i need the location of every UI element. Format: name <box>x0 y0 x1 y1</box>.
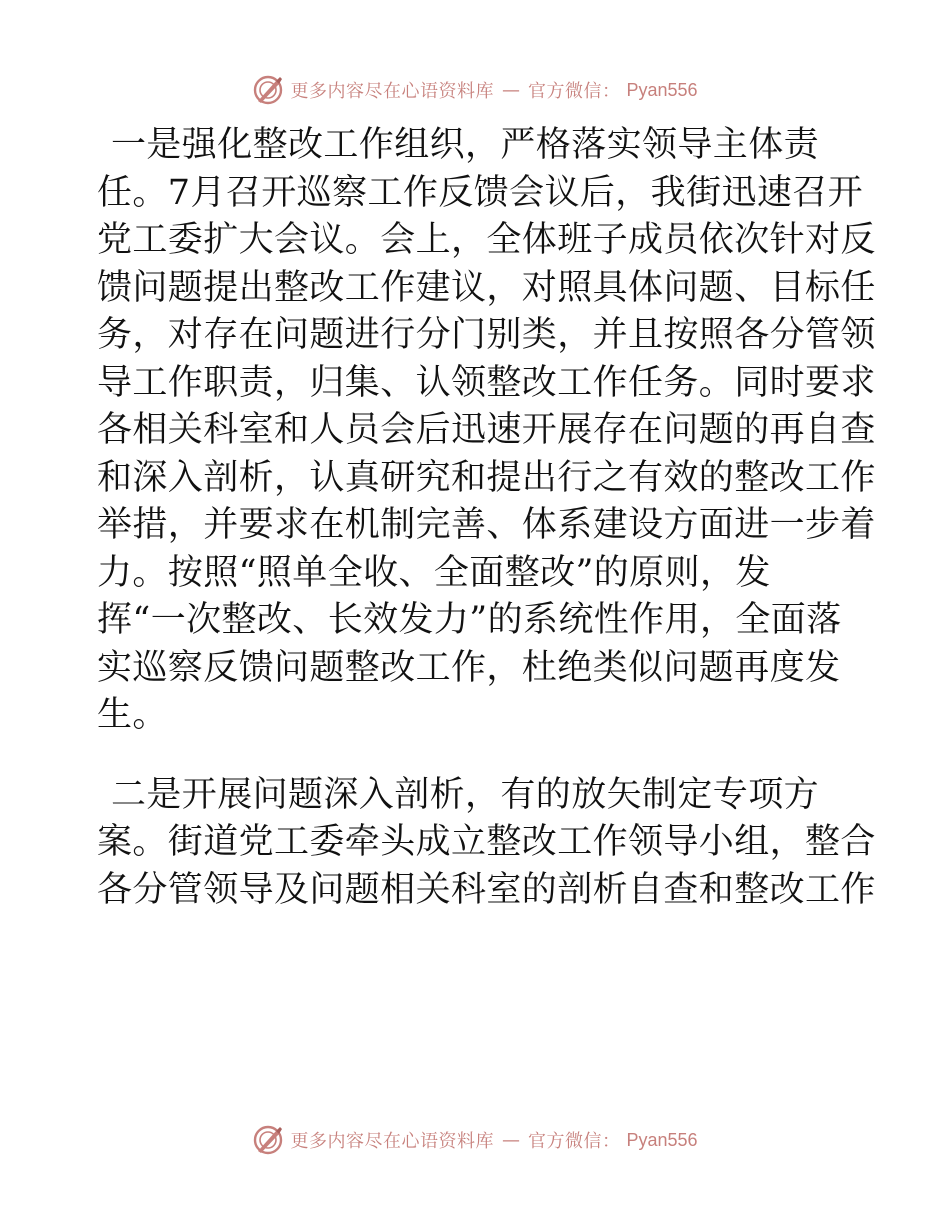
watermark-wechat-label: 官方微信： <box>527 1131 621 1152</box>
text-line: 一是强化整改工作组织，严格落实领导主体责 <box>111 125 820 165</box>
text-line: 案。街道党工委牵头成立整改工作领导小组，整合 <box>97 822 876 862</box>
text-line: 党工委扩大会议。会上，全体班子成员依次针对反 <box>97 220 876 260</box>
watermark-site-text: 更多内容尽在心语资料库 <box>290 81 494 102</box>
text-line: 各分管领导及问题相关科室的剖析自查和整改工作 <box>97 869 876 910</box>
text-line: 导工作职责，归集、认领整改工作任务。同时要求 <box>97 362 876 403</box>
text-line: 任。7月召开巡察工作反馈会议后，我街迅速召开 <box>97 172 864 213</box>
text-line: 务，对存在问题进行分门别类，并且按照各分管领 <box>97 315 876 355</box>
watermark-wechat-label: 官方微信： <box>527 81 621 102</box>
document-body <box>97 122 876 914</box>
text-line: 挥“一次整改、长效发力”的系统性作用，全面落 <box>97 600 842 640</box>
text-line: 生。 <box>97 695 168 735</box>
text-line: 二是开展问题深入剖析，有的放矢制定专项方 <box>111 774 820 815</box>
paragraph-2 <box>97 772 876 915</box>
pen-logo-icon <box>252 1124 284 1156</box>
watermark-separator: — <box>501 1129 520 1151</box>
pen-logo-icon <box>252 74 284 106</box>
text-line: 和深入剖析，认真研究和提出行之有效的整改工作 <box>97 457 876 498</box>
text-line: 各相关科室和人员会后迅速开展存在问题的再自查 <box>97 410 876 450</box>
text-line: 力。按照“照单全收、全面整改”的原则，发 <box>97 552 771 593</box>
text-line: 举措，并要求在机制完善、体系建设方面进一步着 <box>97 505 876 545</box>
text-line: 馈问题提出整改工作建议，对照具体问题、目标任 <box>97 267 876 308</box>
watermark-site-text: 更多内容尽在心语资料库 <box>290 1131 494 1152</box>
header-watermark <box>0 70 950 110</box>
text-line: 实巡察反馈问题整改工作，杜绝类似问题再度发 <box>97 647 841 688</box>
watermark-wechat-id: Pyan556 <box>626 79 698 100</box>
watermark-wechat-id: Pyan556 <box>626 1129 698 1150</box>
footer-watermark <box>0 1120 950 1160</box>
watermark-separator: — <box>501 79 520 101</box>
paragraph-1 <box>97 122 876 740</box>
